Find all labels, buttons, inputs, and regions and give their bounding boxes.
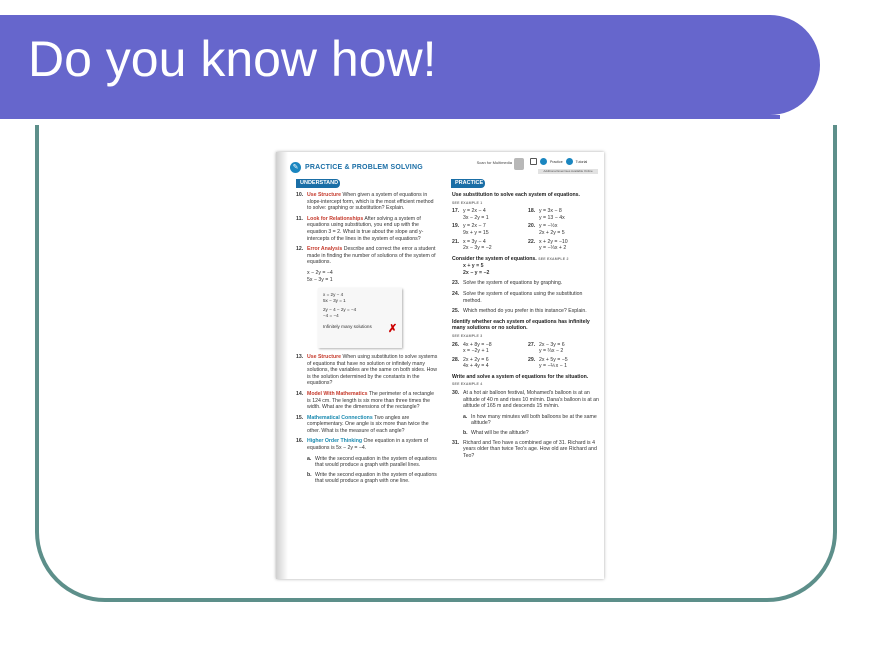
error-line: x = 2y − 4 <box>323 291 344 297</box>
part-text: Write the second equation in the system of equations that would produce a graph with parallel lines. <box>315 455 437 469</box>
additional-exercises: Additional Exercises Available Online <box>538 169 598 174</box>
question <box>296 391 438 411</box>
equation: 2x + 2y = 6 <box>463 356 489 363</box>
question-number: 22. <box>528 238 536 245</box>
page-header <box>290 160 423 174</box>
error-line: Infinitely many solutions <box>323 323 372 329</box>
section-heading: Identify whether each system of equations has infinitely many solutions or no solution. <box>452 318 590 332</box>
equation: x + 2y = −10 <box>539 238 568 245</box>
question-keyword: Higher Order Thinking <box>307 438 363 445</box>
question-part <box>307 472 438 485</box>
question <box>296 354 438 387</box>
question <box>296 246 438 266</box>
see-example: SEE EXAMPLE 1 <box>452 200 483 205</box>
question-number: 17. <box>452 208 460 215</box>
equation: 2x − y = −2 <box>463 270 490 277</box>
question <box>452 308 600 315</box>
equation: y = ⅔x − 2 <box>539 348 564 355</box>
equation: y = 13 − 4x <box>539 214 565 221</box>
question-number: 19. <box>452 223 460 230</box>
system <box>452 342 524 355</box>
question-number: 29. <box>528 356 536 363</box>
question-body <box>307 391 438 411</box>
question-text: Solve the system of equations using the substitution method. <box>463 290 583 304</box>
question-number: 14. <box>296 390 304 397</box>
question-number: 28. <box>452 356 460 363</box>
systems-grid <box>452 208 600 254</box>
equation: 2x − 3y = 6 <box>539 341 565 348</box>
question-number: 23. <box>452 280 460 287</box>
system <box>528 342 600 355</box>
part-label: b. <box>463 430 468 437</box>
question <box>296 216 438 242</box>
equation: 4x + 8y = −8 <box>463 341 492 348</box>
question <box>296 415 438 435</box>
question-number: 15. <box>296 414 304 421</box>
system <box>452 239 524 252</box>
question-text: After solving a system of equations using substitution, you end up with the equation 3 = 2. What is true about the slope and y-intercepts of the lines in the system of equations? <box>307 215 424 242</box>
question-part <box>463 414 600 427</box>
question-number: 18. <box>528 208 536 215</box>
tutorial-icon <box>566 158 573 165</box>
equation: 3x − 2y = 1 <box>463 214 489 221</box>
page-header-title: PRACTICE & PROBLEM SOLVING <box>305 163 423 171</box>
question <box>452 390 600 410</box>
equation: 4x + 4y = 4 <box>463 363 489 370</box>
question-number: 21. <box>452 238 460 245</box>
question-keyword: Use Structure <box>307 192 342 198</box>
equation: 5x − 3y = 1 <box>307 276 333 283</box>
question-keyword: Model With Mathematics <box>307 390 368 397</box>
slide-title: Do you know how! <box>28 31 437 87</box>
question-text: When using substitution to solve systems of equations that have no solution or infinitely many solutions, the variables are the same on both sides. How is the solution determined by the constants in the equations? <box>307 353 438 387</box>
question-text: Richard and Teo have a combined age of 31. Richard is 4 years older than twice Teo's age. How old are Richard and Teo? <box>463 439 597 459</box>
question-number: 10. <box>296 192 304 198</box>
question-text: Two angles are complementary. One angle is six more than twice the other. What is the measure of each angle? <box>307 414 429 434</box>
system <box>452 357 524 370</box>
system <box>452 223 524 236</box>
see-example: SEE EXAMPLE 2 <box>538 256 569 261</box>
equation: y = 3x − 8 <box>539 208 562 215</box>
equation: y = 2x − 7 <box>463 223 486 230</box>
question-number: 12. <box>296 246 304 253</box>
error-line: 2y − 4 − 2y = −4 <box>323 306 357 312</box>
question-text: Solve the system of equations by graphing. <box>463 280 563 287</box>
system <box>528 239 600 252</box>
question-body <box>307 192 438 212</box>
system <box>528 357 600 370</box>
laptop-icon <box>530 158 537 165</box>
system-equations <box>539 357 568 370</box>
practice-icon <box>540 158 547 165</box>
equation: y = −⅓x + 2 <box>539 245 567 252</box>
title-underline <box>0 115 780 119</box>
question-number: 13. <box>296 353 304 360</box>
error-x-icon: ✗ <box>388 322 398 335</box>
system-equations <box>463 357 489 370</box>
question-body <box>307 246 438 266</box>
question-number: 27. <box>528 341 536 348</box>
equation: x = −2y + 1 <box>463 348 489 355</box>
question-text: Describe and correct the error a student made in finding the number of solutions of the system of equations. <box>307 246 436 266</box>
question <box>296 192 438 212</box>
question-number: 20. <box>528 223 536 230</box>
question-part <box>307 456 438 469</box>
question-number: 30. <box>452 390 460 397</box>
consider-text: Consider the system of equations. <box>452 255 537 262</box>
question-number: 16. <box>296 438 304 445</box>
error-card <box>318 288 402 348</box>
system-equations <box>463 342 492 355</box>
equation: 9x + y = 15 <box>463 229 489 236</box>
question-body <box>307 415 438 435</box>
question-number: 31. <box>452 439 460 446</box>
error-line: 5x − 3y = 1 <box>323 297 346 303</box>
equation: y = −⅖x − 1 <box>539 363 567 370</box>
scan-label: Scan for Multimedia <box>476 160 512 165</box>
part-label: a. <box>463 413 468 420</box>
see-example: SEE EXAMPLE 3 <box>452 333 483 338</box>
equation: x + y = 5 <box>463 263 484 270</box>
equation: y = 2x − 4 <box>463 208 486 215</box>
practice-label: Practice <box>550 159 563 164</box>
equation: y = −½x <box>539 223 558 230</box>
error-line: −4 = −4 <box>323 312 339 318</box>
question-number: 25. <box>452 308 460 315</box>
part-text: Write the second equation in the system of equations that would produce a graph with one line. <box>315 471 437 485</box>
system-equations <box>539 208 565 221</box>
question-text: At a hot air balloon festival, Mohamed's balloon is at an altitude of 40 m and rises 10 m/min. Dana's balloon is at an altitude of 165 m and descends 15 m/min. <box>463 390 599 410</box>
question-text: One equation in a system of equations is 5x − 2y = −4. <box>307 438 429 452</box>
see-example: SEE EXAMPLE 4 <box>452 382 483 387</box>
question <box>296 438 438 451</box>
systems-grid <box>452 342 600 372</box>
system-equations <box>539 342 565 355</box>
part-label: b. <box>307 471 312 478</box>
system-equations <box>463 208 489 221</box>
question-number: 24. <box>452 290 460 297</box>
question-text: When given a system of equations in slope-intercept form, which is the most efficient method to solve: graphing or substitution? Explain. <box>307 192 434 212</box>
question-keyword: Mathematical Connections <box>307 414 373 421</box>
question-body <box>307 216 438 242</box>
section-heading <box>452 256 600 263</box>
question <box>452 440 600 460</box>
question-body <box>307 354 438 387</box>
tutorial-label: Tutorial <box>575 159 588 164</box>
system <box>528 208 600 221</box>
section-heading: Use substitution to solve each system of equations. <box>452 192 580 198</box>
system <box>528 223 600 236</box>
question-number: 26. <box>452 341 460 348</box>
media-links <box>530 158 587 165</box>
section-heading: Write and solve a system of equations for the situation. <box>452 373 589 380</box>
system-equations <box>539 223 565 236</box>
question-number: 11. <box>296 215 303 222</box>
textbook-page <box>276 152 604 579</box>
practice-column <box>452 192 600 463</box>
system-equations <box>539 239 568 252</box>
practice-tag: PRACTICE <box>451 179 485 188</box>
part-label: a. <box>307 455 312 462</box>
question-part <box>463 430 600 437</box>
understand-tag: UNDERSTAND <box>296 179 340 188</box>
pencil-icon: ✎ <box>290 162 301 173</box>
question-body <box>307 438 438 451</box>
part-text: In how many minutes will both balloons be at the same altitude? <box>471 413 597 427</box>
understand-column <box>296 192 438 488</box>
system <box>452 208 524 221</box>
part-text: What will be the altitude? <box>471 430 529 437</box>
equation: 2x + 5y = −5 <box>539 356 568 363</box>
question-keyword: Error Analysis <box>307 246 343 253</box>
scan-icon <box>514 158 524 170</box>
equation: x = 3y − 4 <box>463 238 486 245</box>
question-text: The perimeter of a rectangle is 124 cm. The length is six more than three times the width. What are the dimensions of the rectangle? <box>307 390 435 411</box>
question-keyword: Use Structure <box>307 353 342 360</box>
question <box>452 280 600 287</box>
question <box>452 291 600 304</box>
question-keyword: Look for Relationships <box>307 215 364 222</box>
equation: 2x − 3y = −2 <box>463 245 492 252</box>
system-equations <box>463 239 492 252</box>
system-equations <box>463 223 489 236</box>
question-text: Which method do you prefer in this instance? Explain. <box>463 308 587 315</box>
equation: x − 2y = −4 <box>307 269 333 276</box>
equation: 2x + 2y = 5 <box>539 229 565 236</box>
